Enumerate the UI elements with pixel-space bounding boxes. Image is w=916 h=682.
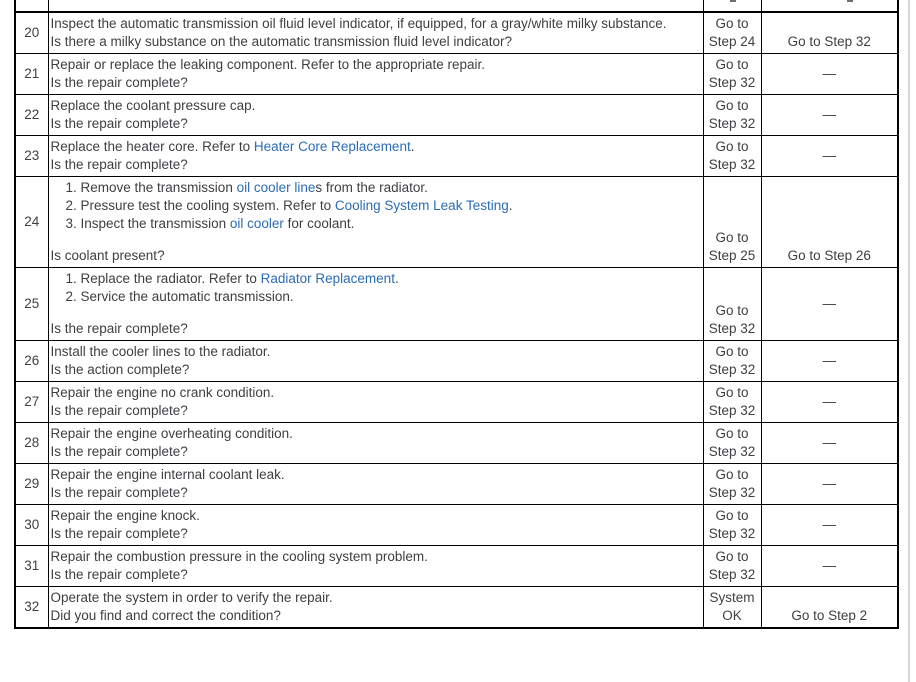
table-row-step-28 [15,423,898,464]
no-result-cell: — [761,95,898,136]
list-item-number: 1. [65,271,81,286]
diagnostic-table [14,0,899,629]
action-text [51,56,699,74]
text-segment: Inspect the transmission [80,216,230,231]
action-cell [48,423,703,464]
step-number-cell: 21 [15,54,48,95]
step-number-cell: 28 [15,423,48,464]
no-result-cell: — [761,54,898,95]
yes-result-cell: Go to Step 24 [703,12,761,54]
clipped-action-cell [48,0,703,12]
no-result-cell: Go to Step 26 [761,177,898,268]
question-text: Is the repair complete? [50,321,188,336]
list-item-number: 2. [65,289,81,304]
table-row-step-26 [15,341,898,382]
text-segment: Service the automatic transmission. [80,289,294,304]
step-number-cell: 25 [15,268,48,341]
action-cell [48,12,703,54]
action-cell [48,464,703,505]
action-cell [48,341,703,382]
table-row-step-21 [15,54,898,95]
yes-result-cell: Go to Step 32 [703,546,761,587]
action-text [51,138,699,156]
table-row-step-24 [15,177,898,268]
action-text [51,589,699,607]
question-text: Is the repair complete? [50,485,188,500]
yes-result-cell: Go to Step 32 [703,95,761,136]
question-text: Is the repair complete? [50,75,188,90]
action-text [51,97,699,115]
action-cell [48,382,703,423]
question-text: Is there a milky substance on the automatic transmission fluid level indicator? [50,34,512,49]
action-cell [48,54,703,95]
doc-link[interactable]: oil cooler [229,216,284,231]
yes-result-cell: Go to Step 32 [703,136,761,177]
diagnostic-table-body [15,0,898,628]
action-cell [48,95,703,136]
action-list-item [51,288,699,306]
question-text: Is the repair complete? [50,157,188,172]
text-segment: s from the radiator. [315,180,428,195]
step-number-cell: 26 [15,341,48,382]
table-row-step-29 [15,464,898,505]
list-item-number: 3. [65,216,81,231]
doc-link[interactable]: Heater Core Replacement [253,139,411,154]
action-list-item [51,215,699,233]
question-text: Is the repair complete? [50,444,188,459]
table-row-step-32 [15,587,898,629]
doc-link[interactable]: oil cooler line [236,180,316,195]
text-segment: Replace the radiator. Refer to [80,271,261,286]
yes-result-cell: Go to Step 32 [703,505,761,546]
clipped-text-remnant [730,0,736,2]
text-segment: Pressure test the cooling system. Refer to [80,198,335,213]
text-segment: Replace the coolant pressure cap. [50,98,256,113]
step-number-cell: 27 [15,382,48,423]
action-text [51,425,699,443]
action-cell [48,177,703,268]
clipped-yes-cell [703,0,761,12]
question-text: Is the action complete? [50,362,190,377]
text-segment: Inspect the automatic transmission oil fluid level indicator, if equipped, for a gray/white milky substance. [50,16,667,31]
action-list-item [51,197,699,215]
question-text: Is the repair complete? [50,403,188,418]
text-segment: Repair the engine no crank condition. [50,385,275,400]
no-result-cell: — [761,505,898,546]
action-text [51,15,699,33]
text-segment: Repair or replace the leaking component. Refer to the appropriate repair. [50,57,486,72]
action-cell [48,505,703,546]
list-item-number: 2. [65,198,81,213]
text-segment: Replace the heater core. Refer to [50,139,254,154]
yes-result-cell: Go to Step 32 [703,268,761,341]
yes-result-cell: Go to Step 32 [703,423,761,464]
clipped-step-cell [15,0,48,12]
table-row-step-31 [15,546,898,587]
no-result-cell: — [761,268,898,341]
clipped-text-remnant [847,0,853,2]
question-text: Is the repair complete? [50,116,188,131]
text-segment: Operate the system in order to verify the repair. [50,590,333,605]
yes-result-cell: System OK [703,587,761,629]
action-list-item [51,179,699,197]
question-text: Did you find and correct the condition? [50,608,281,623]
yes-result-cell: Go to Step 32 [703,382,761,423]
action-text [51,548,699,566]
no-result-cell: — [761,423,898,464]
action-cell [48,546,703,587]
step-number-cell: 23 [15,136,48,177]
clipped-no-cell [761,0,898,12]
text-segment: . [394,271,399,286]
scrollbar-track[interactable] [908,0,910,682]
yes-result-cell: Go to Step 32 [703,54,761,95]
text-segment: for coolant. [283,216,355,231]
table-row-step-23 [15,136,898,177]
yes-result-cell: Go to Step 32 [703,464,761,505]
no-result-cell: Go to Step 2 [761,587,898,629]
no-result-cell: — [761,341,898,382]
text-segment: Install the cooler lines to the radiator. [50,344,271,359]
doc-link[interactable]: Cooling System Leak Testing [334,198,509,213]
step-number-cell: 32 [15,587,48,629]
action-text [51,384,699,402]
no-result-cell: — [761,464,898,505]
text-segment: Repair the engine overheating condition. [50,426,293,441]
table-row-clipped [15,0,898,12]
text-segment: . [410,139,415,154]
action-text [51,507,699,525]
table-row-step-30 [15,505,898,546]
question-text: Is coolant present? [50,248,165,263]
text-segment: Repair the combustion pressure in the cooling system problem. [50,549,428,564]
text-segment: Repair the engine knock. [50,508,200,523]
table-row-step-27 [15,382,898,423]
yes-result-cell: Go to Step 32 [703,341,761,382]
step-number-cell: 24 [15,177,48,268]
step-number-cell: 30 [15,505,48,546]
action-cell [48,268,703,341]
table-row-step-25 [15,268,898,341]
action-list-item [51,270,699,288]
table-row-step-22 [15,95,898,136]
no-result-cell: — [761,546,898,587]
step-number-cell: 22 [15,95,48,136]
action-text [51,466,699,484]
step-number-cell: 29 [15,464,48,505]
yes-result-cell: Go to Step 25 [703,177,761,268]
action-cell [48,136,703,177]
doc-link[interactable]: Radiator Replacement [260,271,395,286]
question-text: Is the repair complete? [50,567,188,582]
action-cell [48,587,703,629]
step-number-cell: 20 [15,12,48,54]
list-item-number: 1. [65,180,81,195]
table-row-step-20 [15,12,898,54]
question-text: Is the repair complete? [50,526,188,541]
text-segment: Remove the transmission [80,180,237,195]
step-number-cell: 31 [15,546,48,587]
no-result-cell: — [761,136,898,177]
text-segment: . [508,198,513,213]
diagnostic-table-container [14,0,899,629]
no-result-cell: Go to Step 32 [761,12,898,54]
no-result-cell: — [761,382,898,423]
action-text [51,343,699,361]
text-segment: Repair the engine internal coolant leak. [50,467,285,482]
